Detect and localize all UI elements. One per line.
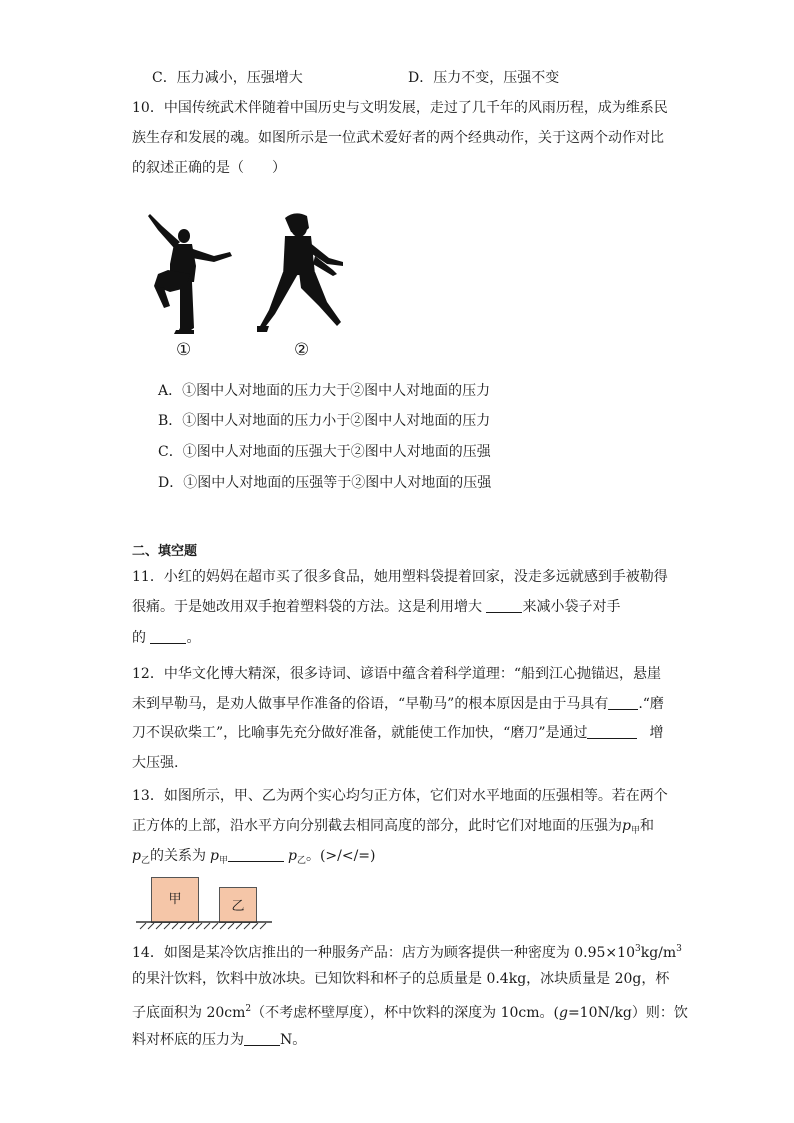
q13-sub-jia: 甲 xyxy=(630,826,640,836)
q12-text-3b: 增 xyxy=(649,725,664,741)
q14-text-3a: 子底面积为 20cm xyxy=(132,1005,246,1021)
q11-text-3b: 。 xyxy=(186,630,201,646)
q12-text-line1: 12．中华文化博大精深，很多诗词、谚语中蕴含着科学道理：“船到江心抛锚迟，悬崖 xyxy=(132,666,661,682)
q13-blank[interactable] xyxy=(228,847,284,862)
q14-text-1a: 14．如图是某冷饮店推出的一种服务产品：店方为顾客提供一种密度为 0.95×10 xyxy=(132,945,635,961)
cube-jia: 甲 xyxy=(151,877,199,923)
q10-text-line1: 10．中国传统武术伴随着中国历史与文明发展，走过了几千年的风雨历程，成为维系民 xyxy=(132,100,668,116)
q11-text-line2 xyxy=(132,597,620,617)
q14-text-line1 xyxy=(132,939,682,963)
q11-text-2b: 来减小袋子对手 xyxy=(522,599,621,615)
q13-text-2a: 正方体的上部，沿水平方向分别截去相同高度的部分，此时它们对地面的压强为 xyxy=(132,818,622,834)
q14-sup-3: 3 xyxy=(634,944,641,954)
q13-sub-yi: 乙 xyxy=(296,856,306,866)
q11-blank-2[interactable] xyxy=(150,629,186,644)
q11-text-3a: 的 xyxy=(132,630,151,646)
q13-sub-jia: 甲 xyxy=(218,856,228,866)
q11-text-2a: 很痛。于是她改用双手抱着塑料袋的方法。这是利用增大 xyxy=(132,599,487,615)
section-title: 二、填空题 xyxy=(132,544,198,559)
cube-yi: 乙 xyxy=(219,887,257,923)
q12-text-line2 xyxy=(132,694,664,714)
figure-label-2: ② xyxy=(294,340,310,360)
q13-text-line1: 13．如图所示，甲、乙为两个实心均匀正方体，它们对水平地面的压强相等。若在两个 xyxy=(132,788,668,804)
q12-text-2a: 未到早勒马，是劝人做事早作准备的俗语，“早勒马”的根本原因是由于马具有 xyxy=(132,696,609,712)
q13-text-3c: 。(>/</=) xyxy=(305,848,376,864)
q11-blank-1[interactable] xyxy=(486,598,522,613)
martial-arts-figure-1 xyxy=(140,208,240,336)
q12-text-3a: 刀不误砍柴工”，比喻事先充分做好准备，就能使工作加快，“磨刀”是通过 xyxy=(132,725,588,741)
q10-option-b: B．①图中人对地面的压力小于②图中人对地面的压力 xyxy=(158,413,491,429)
q14-text-4b: N。 xyxy=(280,1032,307,1048)
q14-text-line4 xyxy=(132,1030,306,1050)
q12-text-line4: 大压强. xyxy=(132,755,179,771)
figure-label-1: ① xyxy=(176,340,192,360)
q14-text-line3 xyxy=(132,999,688,1023)
q13-and: 和 xyxy=(639,818,654,834)
q10-option-c: C．①图中人对地面的压强大于②图中人对地面的压强 xyxy=(158,444,491,460)
q13-p-symbol: p xyxy=(287,848,297,864)
q13-p-symbol: p xyxy=(209,848,219,864)
q14-sup-3b: 3 xyxy=(676,944,682,954)
q10-text-line2: 族生存和发展的魂。如图所示是一位武术爱好者的两个经典动作，关于这两个动作对比 xyxy=(132,130,664,146)
q11-text-line3 xyxy=(132,628,200,648)
q12-blank-1[interactable] xyxy=(608,695,638,710)
ground-hatching xyxy=(136,921,272,931)
q12-text-line3 xyxy=(132,723,663,743)
q13-text-line3 xyxy=(132,846,376,871)
q12-text-2b: .“磨 xyxy=(638,696,664,712)
q14-text-3b: （不考虑杯壁厚度），杯中饮料的深度为 10cm。( xyxy=(251,1005,559,1021)
q10-text-line3: 的叙述正确的是（ ） xyxy=(132,160,286,176)
q14-text-3c: =10N/kg）则：饮 xyxy=(567,1005,688,1021)
q14-text-line2: 的果汁饮料，饮料中放冰块。已知饮料和杯子的总质量是 0.4kg，冰块质量是 20g，杯 xyxy=(132,971,670,987)
q10-option-a: A．①图中人对地面的压力大于②图中人对地面的压力 xyxy=(158,383,491,399)
q13-text-3b: 的关系为 xyxy=(149,848,206,864)
q13-p-symbol: p xyxy=(132,848,141,864)
q10-option-d: D．①图中人对地面的压强等于②图中人对地面的压强 xyxy=(158,475,492,491)
q9-option-d: D．压力不变，压强不变 xyxy=(408,70,560,86)
q11-text-line1: 11．小红的妈妈在超市买了很多食品，她用塑料袋提着回家，没走多远就感到手被勒得 xyxy=(132,569,668,585)
q14-text-1b: kg/m xyxy=(640,945,677,961)
martial-arts-figure-2 xyxy=(255,210,355,334)
q9-option-c: C．压力减小，压强增大 xyxy=(152,70,303,86)
q14-sup-2: 2 xyxy=(245,1004,252,1014)
q13-sub-yi: 乙 xyxy=(140,856,150,866)
q13-p-symbol: p xyxy=(622,818,631,834)
q13-text-line2 xyxy=(132,816,654,841)
q14-g-symbol: g xyxy=(558,1005,568,1021)
q14-blank[interactable] xyxy=(244,1031,280,1046)
q12-blank-2[interactable] xyxy=(587,724,637,739)
q14-text-4a: 料对杯底的压力为 xyxy=(132,1032,244,1048)
